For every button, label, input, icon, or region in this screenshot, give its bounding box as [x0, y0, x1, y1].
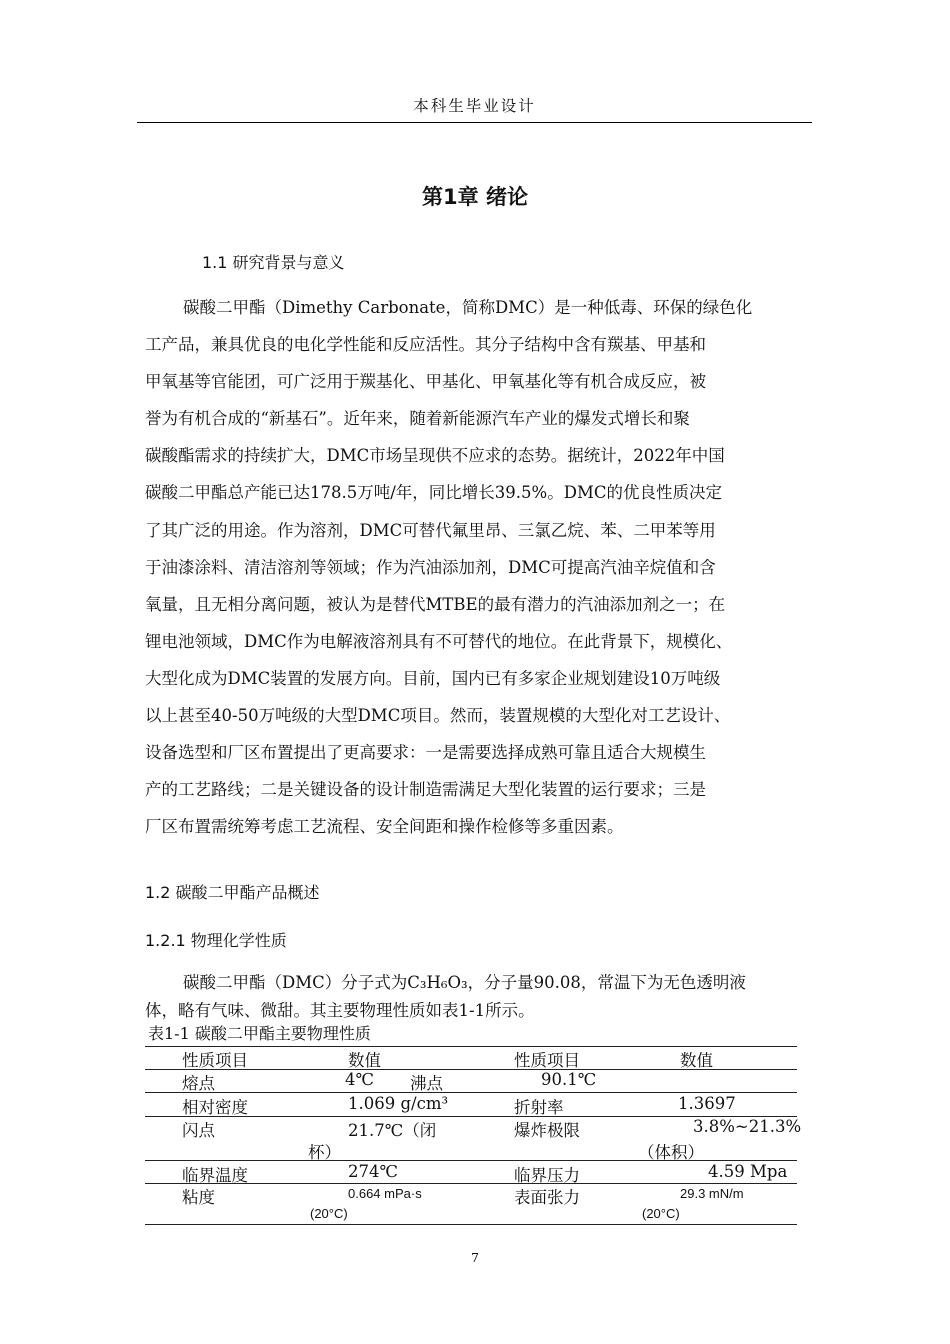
table-header-cell: 性质项目 [514, 1051, 580, 1070]
section-heading-1-2: 1.2 碳酸二甲酯产品概述 [145, 883, 320, 902]
table-header-cell: 数值 [680, 1051, 713, 1070]
table-cell: 爆炸极限 [514, 1121, 580, 1140]
table-cell: 相对密度 [182, 1098, 248, 1117]
table-cell: 21.7℃（闭 [348, 1121, 437, 1140]
table-caption: 表1-1 碳酸二甲酯主要物理性质 [148, 1024, 371, 1043]
table-cell: 274℃ [348, 1162, 398, 1181]
table-cell: (20°C) [642, 1206, 680, 1221]
paragraph-line: 产的工艺路线；二是关键设备的设计制造需满足大型化装置的运行要求；三是 [145, 780, 706, 800]
paragraph-line: 厂区布置需统筹考虑工艺流程、安全间距和操作检修等多重因素。 [145, 817, 624, 837]
table-header-cell: 性质项目 [182, 1051, 248, 1070]
paragraph-line: 誉为有机合成的“新基石”。近年来，随着新能源汽车产业的爆发式增长和聚 [145, 409, 690, 429]
table-cell: 0.664 mPa·s [348, 1186, 422, 1201]
paragraph-line: 甲氧基等官能团，可广泛用于羰基化、甲基化、甲氧基化等有机合成反应，被 [145, 372, 706, 392]
table-cell: 4.59 Mpa [708, 1162, 788, 1181]
table-cell: 3.8%~21.3% [693, 1117, 802, 1136]
table-rule [145, 1224, 797, 1225]
paragraph-line: 以上甚至40-50万吨级的大型DMC项目。然而，装置规模的大型化对工艺设计、 [145, 706, 731, 726]
paragraph-line: 工产品，兼具优良的电化学性能和反应活性。其分子结构中含有羰基、甲基和 [145, 335, 706, 355]
table-cell: 熔点 [182, 1074, 215, 1093]
page-header: 本科生毕业设计 [137, 94, 812, 123]
table-cell: 沸点 [410, 1074, 443, 1093]
section-heading-1-1: 1.1 研究背景与意义 [202, 253, 345, 272]
paragraph-line: 氧量，且无相分离问题，被认为是替代MTBE的最有潜力的汽油添加剂之一；在 [145, 594, 726, 614]
table-cell: 表面张力 [514, 1188, 580, 1207]
table-cell: 1.3697 [678, 1094, 736, 1113]
paragraph-line: 大型化成为DMC装置的发展方向。目前，国内已有多家企业规划建设10万吨级 [145, 668, 721, 688]
section-heading-1-2-1: 1.2.1 物理化学性质 [145, 931, 287, 950]
paragraph-line: 锂电池领域，DMC作为电解液溶剂具有不可替代的地位。在此背景下，规模化、 [145, 631, 733, 651]
table-cell: 29.3 mN/m [680, 1186, 744, 1201]
page-number: 7 [471, 1250, 479, 1265]
chapter-title: 第1章 绪论 [422, 185, 528, 209]
paragraph-line: 了其广泛的用途。作为溶剂，DMC可替代氟里昂、三氯乙烷、苯、二甲苯等用 [145, 520, 716, 540]
table-cell: 粘度 [182, 1188, 215, 1207]
properties-table [145, 1044, 802, 1225]
table-cell: 杯） [308, 1143, 341, 1162]
body-paragraph-1 [145, 289, 805, 845]
table-cell: 90.1℃ [541, 1070, 597, 1089]
table-cell: 临界温度 [182, 1166, 248, 1185]
table-cell: 临界压力 [514, 1166, 580, 1185]
paragraph-line: 碳酸二甲酯（Dimethy Carbonate，简称DMC）是一种低毒、环保的绿色化 [183, 298, 753, 317]
table-cell: 闪点 [182, 1121, 215, 1140]
table-cell: 1.069 g/cm³ [348, 1094, 449, 1113]
table-rule [145, 1092, 797, 1093]
table-cell: （体积） [638, 1143, 704, 1162]
table-header-cell: 数值 [348, 1051, 381, 1070]
paragraph-line: 碳酸酯需求的持续扩大，DMC市场呈现供不应求的态势。据统计，2022年中国 [145, 446, 725, 466]
table-cell: (20°C) [310, 1206, 348, 1221]
paragraph-line: 于油漆涂料、清洁溶剂等领域；作为汽油添加剂，DMC可提高汽油辛烷值和含 [145, 557, 716, 577]
body-paragraph-2 [145, 969, 805, 1025]
paragraph-line: 碳酸二甲酯（DMC）分子式为C₃H₆O₃，分子量90.08，常温下为无色透明液 [183, 973, 746, 992]
table-cell: 折射率 [514, 1098, 564, 1117]
paragraph-line: 碳酸二甲酯总产能已达178.5万吨/年，同比增长39.5%。DMC的优良性质决定 [145, 483, 722, 503]
paragraph-line: 设备选型和厂区布置提出了更高要求：一是需要选择成熟可靠且适合大规模生 [145, 743, 706, 763]
paragraph-line: 体，略有气味、微甜。其主要物理性质如表1-1所示。 [145, 1001, 535, 1020]
table-cell: 4℃ [345, 1070, 374, 1089]
